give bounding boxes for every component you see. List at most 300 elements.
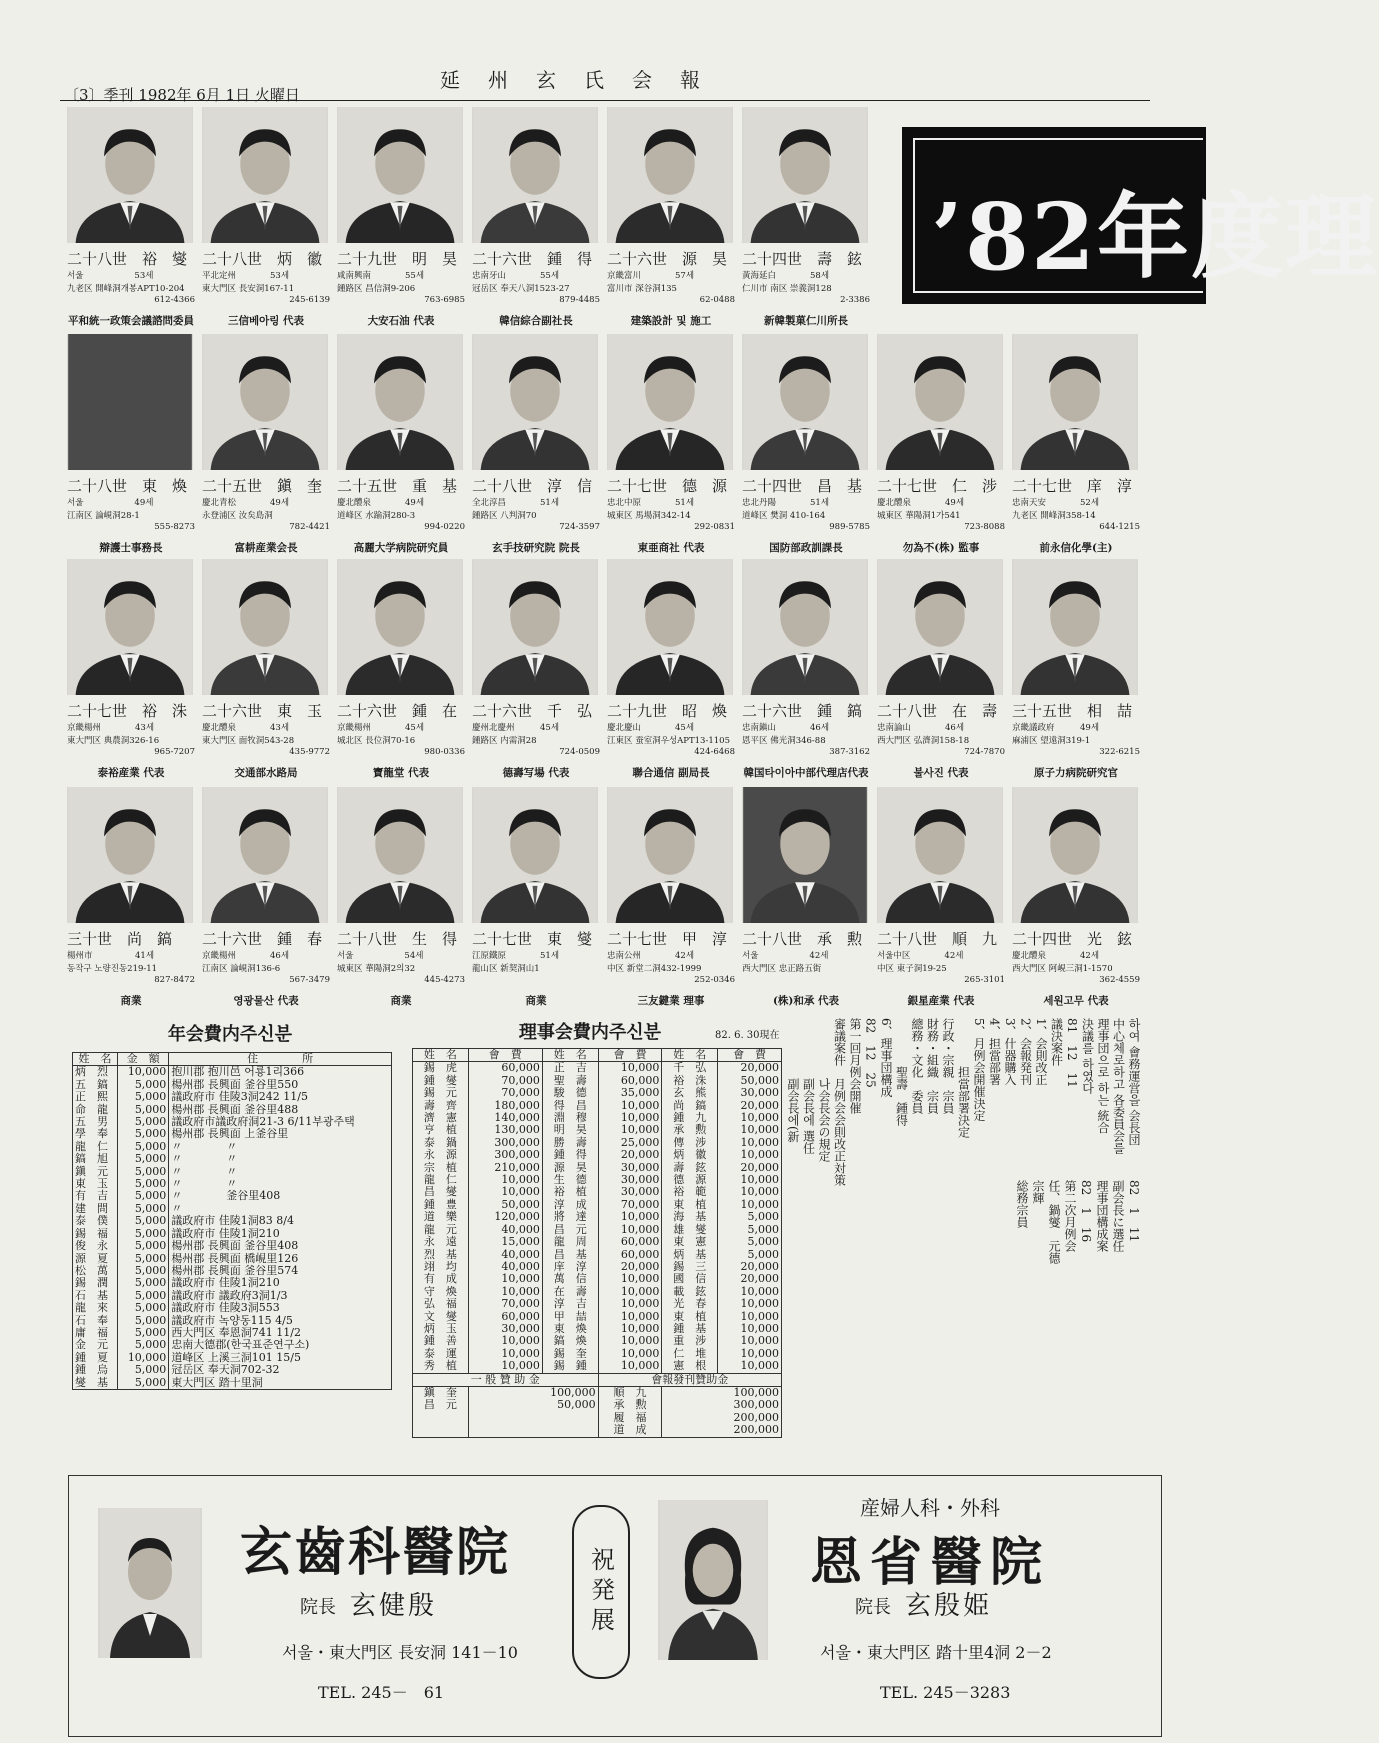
meeting-note-column: 82 1 16 (1079, 1180, 1093, 1243)
member-photo (202, 107, 328, 243)
meeting-note-column: 理事団으로 하는 統合 (1096, 1018, 1110, 1134)
member-name: 重 涉 (662, 1335, 718, 1347)
member-title: 平和統一政策会議諮問委員 (68, 315, 194, 327)
member-name: 鍾 九 (662, 1112, 718, 1124)
member-address: 城北区 長位洞70-16 (337, 736, 416, 746)
payer-amount: 5,000 (117, 1141, 168, 1153)
member-address: 中区 東子洞19-25 (877, 964, 947, 974)
member-card (604, 783, 737, 1011)
member-name: 秀 植 (413, 1360, 469, 1373)
member-name: 昌 元 (542, 1224, 598, 1236)
portrait-photo (98, 1508, 202, 1658)
payer-address: 〃 (169, 1203, 392, 1215)
member-photo (337, 787, 463, 923)
member-title: 玄手技研究院 院長 (492, 542, 580, 554)
member-name: 得 昌 (542, 1100, 598, 1112)
member-photo (67, 107, 193, 243)
fee-amount: 10,000 (468, 1273, 542, 1285)
payer-amount: 5,000 (117, 1240, 168, 1252)
member-card (64, 103, 197, 331)
member-origin: 京畿富川 57세 (607, 271, 695, 281)
fee-amount: 10,000 (468, 1186, 542, 1198)
member-origin: 忠南鎭山 46세 (742, 723, 830, 733)
payer-name: 鍾 烏 (73, 1364, 118, 1376)
fee-amount: 10,000 (598, 1335, 662, 1347)
portrait-icon (67, 107, 193, 243)
man-portrait-icon (98, 1508, 202, 1658)
member-name: 二十六世 源 昊 (607, 250, 728, 268)
member-card (199, 330, 332, 558)
member-name: 憲 根 (662, 1360, 718, 1373)
member-phone: 782-4421 (289, 522, 330, 532)
member-phone: 245-6139 (289, 295, 330, 305)
left-director-label: 院長 (300, 1597, 336, 1618)
meeting-note-column: 行政・宗親 宗員 (941, 1018, 955, 1114)
member-name: 東 憲 (662, 1236, 718, 1248)
col-name: 姓 名 (662, 1049, 718, 1062)
member-photo (607, 787, 733, 923)
member-name: 守 煥 (413, 1286, 469, 1298)
member-address: 永登浦区 汝矣島洞 (202, 511, 273, 521)
member-title: 銀星産業 代表 (907, 995, 975, 1007)
fee-amount: 300,000 (468, 1137, 542, 1149)
col-name: 姓 名 (413, 1049, 469, 1062)
member-phone: 555-8273 (154, 522, 195, 532)
member-card (739, 555, 872, 783)
member-phone: 387-3162 (829, 747, 870, 757)
member-card (739, 330, 872, 558)
table-row (73, 1091, 392, 1103)
member-name: 二十八世 在 壽 (877, 702, 998, 720)
fee-amount: 10,000 (598, 1311, 662, 1323)
member-address: 西大門区 忠正路五街 (742, 964, 822, 974)
member-title: 東亜商社 代表 (637, 542, 705, 554)
member-origin: 서울 54세 (337, 951, 424, 961)
fee-amount: 10,000 (598, 1348, 662, 1360)
member-phone: 265-3101 (964, 975, 1005, 985)
fee-amount: 10,000 (718, 1199, 782, 1211)
member-name: 千 弘 (662, 1062, 718, 1075)
table-row (413, 1087, 782, 1099)
member-name: 炳 玉 (413, 1323, 469, 1335)
congratulation-seal: 祝発展 (572, 1505, 630, 1679)
member-card (874, 330, 1007, 558)
fee-amount: 10,000 (718, 1137, 782, 1149)
right-tel: TEL. 245－3283 (880, 1683, 1011, 1702)
fee-amount: 60,000 (468, 1311, 542, 1323)
table-row (73, 1277, 392, 1289)
member-name: 二十九世 昭 煥 (607, 702, 728, 720)
blank-photo-icon (67, 334, 193, 470)
member-address: 西大門区 弘濟洞158-18 (877, 736, 970, 746)
fee-amount: 25,000 (598, 1137, 662, 1149)
fee-amount: 10,000 (598, 1062, 662, 1075)
member-name: 甲 喆 (542, 1311, 598, 1323)
table-row (413, 1149, 782, 1161)
fee-amount: 10,000 (598, 1360, 662, 1373)
fee-amount: 20,000 (718, 1100, 782, 1112)
member-address: 仁川市 南区 崇義洞128 (742, 284, 832, 294)
portrait-icon (1012, 559, 1138, 695)
payer-address: 〃 〃 (169, 1153, 392, 1165)
fee-amount: 5,000 (718, 1211, 782, 1223)
member-title: 富耕産業会長 (234, 542, 298, 554)
payer-amount: 5,000 (117, 1277, 168, 1289)
member-name: 淵 穆 (542, 1112, 598, 1124)
table-row (413, 1348, 782, 1360)
table-row (73, 1190, 392, 1202)
member-photo (877, 334, 1003, 470)
payer-amount: 5,000 (117, 1190, 168, 1202)
member-name: 二十六世 千 弘 (472, 702, 593, 720)
member-name: 鍾 豊 (413, 1199, 469, 1211)
payer-amount: 5,000 (117, 1302, 168, 1314)
payer-amount: 5,000 (117, 1153, 168, 1165)
table-row (413, 1174, 782, 1186)
fee-amount: 40,000 (468, 1249, 542, 1261)
table-row (413, 1286, 782, 1298)
table-row (413, 1112, 782, 1124)
fee-amount: 10,000 (468, 1174, 542, 1186)
member-name: 二十五世 鎭 奎 (202, 477, 323, 495)
payer-name: 庸 福 (73, 1327, 118, 1339)
portrait-icon (877, 559, 1003, 695)
member-origin: 江原鐵原 51세 (472, 951, 560, 961)
support-left-title: 一 般 贊 助 金 (413, 1373, 599, 1386)
member-name: 昌 燮 (413, 1186, 469, 1198)
fee-amount: 10,000 (718, 1335, 782, 1347)
member-phone: 612-4366 (154, 295, 195, 305)
member-name: 裕 範 (662, 1186, 718, 1198)
fee-amount: 10,000 (718, 1311, 782, 1323)
fee-amount: 10,000 (598, 1323, 662, 1335)
fee-amount: 60,000 (598, 1075, 662, 1087)
member-address: 麻浦区 望遠洞319-1 (1012, 736, 1091, 746)
member-card (64, 330, 197, 558)
table-row (73, 1364, 392, 1376)
member-phone: 644-1215 (1099, 522, 1140, 532)
left-clinic-name: 玄齒科醫院 (240, 1522, 511, 1583)
portrait-icon (202, 559, 328, 695)
member-photo (607, 107, 733, 243)
fee-amount: 60,000 (598, 1249, 662, 1261)
member-title: 영광물산 代表 (233, 995, 299, 1007)
fee-amount: 5,000 (718, 1236, 782, 1248)
member-name: 二十六世 鍾 鎬 (742, 702, 863, 720)
payer-name: 命 龍 (73, 1104, 118, 1116)
member-phone: 322-6215 (1099, 747, 1140, 757)
portrait-icon (1012, 334, 1138, 470)
member-title: 寶龍堂 代表 (372, 767, 430, 779)
member-name: 鍾 燮 (413, 1075, 469, 1087)
member-address: 道峰区 水踰洞280-3 (337, 511, 416, 521)
payer-name: 石 基 (73, 1290, 118, 1302)
meeting-note-column: 任、鍋燮 元德 (1047, 1180, 1061, 1264)
member-origin: 忠南公州 42세 (607, 951, 695, 961)
payer-address: 〃 〃 (169, 1178, 392, 1190)
member-name: 錫 奎 (542, 1348, 598, 1360)
support-row (413, 1412, 782, 1424)
member-name: 聖 壽 (542, 1075, 598, 1087)
payer-name: 金 元 (73, 1339, 118, 1351)
payer-amount: 5,000 (117, 1128, 168, 1140)
payer-amount: 5,000 (117, 1079, 168, 1091)
member-photo (742, 107, 868, 243)
member-name: 勝 壽 (542, 1137, 598, 1149)
member-photo (742, 334, 868, 470)
fee-amount: 20,000 (718, 1162, 782, 1174)
member-photo (337, 334, 463, 470)
member-title: 商業 (390, 995, 412, 1007)
member-photo (202, 559, 328, 695)
portrait-icon (472, 334, 598, 470)
portrait-icon (607, 107, 733, 243)
member-phone: 827-8472 (154, 975, 195, 985)
table-row (413, 1100, 782, 1112)
payer-name: 建 問 (73, 1203, 118, 1215)
sponsor-amount: 200,000 (662, 1412, 782, 1424)
member-name: 錫 三 (662, 1261, 718, 1273)
member-name: 亨 植 (413, 1124, 469, 1136)
member-photo (202, 787, 328, 923)
member-address: 恩平区 佛光洞346-88 (742, 736, 826, 746)
table-row (413, 1249, 782, 1261)
member-title: 불사진 代表 (913, 767, 969, 779)
table-row (413, 1124, 782, 1136)
member-origin: 京畿楊州 46세 (202, 951, 290, 961)
table-row (73, 1302, 392, 1314)
member-name: 三十五世 相 喆 (1012, 702, 1133, 720)
member-phone: 362-4559 (1099, 975, 1140, 985)
member-card (334, 783, 467, 1011)
fee-amount: 15,000 (468, 1236, 542, 1248)
portrait-icon (337, 787, 463, 923)
member-name: 二十六世 東 玉 (202, 702, 323, 720)
member-name: 傳 涉 (662, 1137, 718, 1149)
payer-address: 議政府市 佳陵3洞553 (169, 1302, 392, 1314)
member-card (199, 103, 332, 331)
annual-fee-table (72, 1052, 392, 1390)
payer-name: 石 奉 (73, 1315, 118, 1327)
member-photo (607, 559, 733, 695)
member-title: 辯護士事務長 (99, 542, 163, 554)
table-row (413, 1211, 782, 1223)
member-name: 壽 鉉 (662, 1162, 718, 1174)
member-card (739, 783, 872, 1011)
member-origin: 京畿議政府 49세 (1012, 723, 1100, 733)
sponsor-name (413, 1424, 469, 1437)
fee-amount: 10,000 (718, 1174, 782, 1186)
member-name: 二十七世 甲 淳 (607, 930, 728, 948)
sponsor-name: 履 福 (598, 1412, 662, 1424)
right-address: 서울・東大門区 踏十里4洞 2－2 (820, 1643, 1052, 1662)
fee-amount: 30,000 (598, 1174, 662, 1186)
member-photo (877, 787, 1003, 923)
fee-amount: 50,000 (468, 1199, 542, 1211)
portrait-photo (658, 1500, 768, 1660)
member-phone: 435-9772 (289, 747, 330, 757)
member-name: 仁 堆 (662, 1348, 718, 1360)
member-address: 西大門区 阿峴三洞1-1570 (1012, 964, 1113, 974)
member-origin: 서울 53세 (67, 271, 154, 281)
member-photo (1012, 559, 1138, 695)
member-name: 承 勲 (662, 1124, 718, 1136)
payer-address: 楊州郡 長興面 釜谷里574 (169, 1265, 392, 1277)
payer-name: 龍 仁 (73, 1141, 118, 1153)
member-card (1009, 555, 1142, 783)
fee-amount: 10,000 (598, 1211, 662, 1223)
fee-amount: 10,000 (598, 1286, 662, 1298)
member-photo (472, 559, 598, 695)
member-title: 商業 (120, 995, 142, 1007)
member-name: 二十七世 德 源 (607, 477, 728, 495)
member-origin: 京畿楊州 43세 (67, 723, 155, 733)
portrait-icon (607, 559, 733, 695)
member-name: 錫 鍾 (542, 1360, 598, 1373)
member-card (64, 783, 197, 1011)
member-origin: 慶州北慶州 45세 (472, 723, 560, 733)
fee-amount: 10,000 (598, 1112, 662, 1124)
payer-address: 冠岳区 奉天洞702-32 (169, 1364, 392, 1376)
member-photo (337, 559, 463, 695)
table-row (73, 1377, 392, 1390)
payer-amount: 5,000 (117, 1091, 168, 1103)
portrait-icon (742, 787, 868, 923)
fee-amount: 10,000 (468, 1335, 542, 1347)
fee-amount: 30,000 (718, 1087, 782, 1099)
member-name: 道 樂 (413, 1211, 469, 1223)
fee-amount: 20,000 (718, 1261, 782, 1273)
member-address: 道峰区 樊洞 410-164 (742, 511, 826, 521)
member-name: 濟 憲 (413, 1112, 469, 1124)
col-name: 姓 名 (542, 1049, 598, 1062)
portrait-icon (607, 334, 733, 470)
member-address: 鍾路区 内需洞28 (472, 736, 537, 746)
member-card (739, 103, 872, 331)
member-phone: 424-6468 (694, 747, 735, 757)
board-fee-title: 理事会費内주신분 (518, 1022, 662, 1043)
fee-amount: 130,000 (468, 1124, 542, 1136)
portrait-icon (742, 334, 868, 470)
member-title: 三信베아링 代表 (227, 315, 305, 327)
member-photo (1012, 787, 1138, 923)
portrait-icon (337, 559, 463, 695)
meeting-note-column: 財務・組織 宗員 (925, 1018, 940, 1114)
meeting-note-column: 総務宗員 (1015, 1180, 1029, 1228)
portrait-icon (202, 787, 328, 923)
member-name: 東 植 (662, 1311, 718, 1323)
member-title: 德壽写場 代表 (502, 767, 570, 779)
member-origin: 慶北醴泉 49세 (337, 498, 425, 508)
issue-date: 〔3〕季刊 1982年 6月 1日 火曜日 (64, 86, 300, 104)
payer-name: 燮 基 (73, 1377, 118, 1390)
member-name: 二十七世 仁 涉 (877, 477, 998, 495)
col-fee: 會 費 (468, 1049, 542, 1062)
member-card (199, 555, 332, 783)
member-origin: 忠北丹陽 51세 (742, 498, 830, 508)
payer-name: 五 鎬 (73, 1079, 118, 1091)
fee-amount: 5,000 (718, 1249, 782, 1261)
member-address: 東大門区 典農洞326-16 (67, 736, 160, 746)
member-name: 雄 燮 (662, 1224, 718, 1236)
member-name: 永 遠 (413, 1236, 469, 1248)
member-card (1009, 330, 1142, 558)
payer-name: 龍 來 (73, 1302, 118, 1314)
member-name: 三十世 尚 鎬 (67, 930, 173, 948)
member-name: 宗 植 (413, 1162, 469, 1174)
member-address: 江南区 論峴洞136-6 (202, 964, 281, 974)
member-name: 德 源 (662, 1174, 718, 1186)
table-row (413, 1236, 782, 1248)
member-name: 弘 福 (413, 1298, 469, 1310)
payer-name: 炳 烈 (73, 1066, 118, 1079)
portrait-icon (472, 787, 598, 923)
member-origin: 全北淳昌 51세 (472, 498, 560, 508)
member-title: 泰裕産業 代表 (97, 767, 165, 779)
member-name: 鍾 善 (413, 1335, 469, 1347)
member-photo (742, 787, 868, 923)
member-photo (472, 107, 598, 243)
sponsor-name: 鎭 奎 (413, 1386, 469, 1399)
fee-amount: 10,000 (468, 1348, 542, 1360)
col-name: 姓 名 (73, 1053, 118, 1066)
payer-name: 鎬 旭 (73, 1153, 118, 1165)
member-name: 二十七世 裕 洙 (67, 702, 188, 720)
member-phone: 724-0509 (559, 747, 600, 757)
table-row (413, 1062, 782, 1075)
member-photo (67, 559, 193, 695)
member-address: 江東区 蚕室洞우성APT13-1105 (607, 736, 730, 746)
payer-address: 〃 釜谷里408 (169, 1190, 392, 1202)
meeting-note-column: 81 12 11 (1065, 1018, 1079, 1088)
table-row (413, 1224, 782, 1236)
member-title: 原子力病院研究官 (1034, 767, 1118, 779)
sponsor-amount: 50,000 (468, 1399, 598, 1411)
member-card (604, 555, 737, 783)
member-origin: 慶北醴泉 43세 (202, 723, 290, 733)
member-name: 裕 洙 (662, 1075, 718, 1087)
meeting-note-column: 第二次月例会 (1063, 1180, 1077, 1252)
table-row (73, 1153, 392, 1165)
member-title: 韓国타이아中部代理店代表 (743, 767, 869, 779)
fee-amount: 70,000 (468, 1075, 542, 1087)
table-row (73, 1339, 392, 1351)
portrait-icon (67, 787, 193, 923)
member-photo (877, 559, 1003, 695)
left-director: 玄健殷 (350, 1591, 438, 1621)
member-name: 二十七世 庠 淳 (1012, 477, 1133, 495)
meeting-note-column: 議決案件 (1049, 1018, 1064, 1066)
member-address: 富川市 深谷洞135 (607, 284, 677, 294)
payer-name: 泰 僕 (73, 1215, 118, 1227)
member-title: 勿為不(株) 監事 (902, 542, 980, 554)
payer-amount: 10,000 (117, 1352, 168, 1364)
sponsor-name (413, 1412, 469, 1424)
fee-amount: 10,000 (718, 1348, 782, 1360)
meeting-note-column: 聖壽 鍾得 (894, 1018, 909, 1126)
payer-address: 楊州郡 長興面 釜谷里488 (169, 1104, 392, 1116)
table-row (413, 1186, 782, 1198)
member-name: 二十八世 順 九 (877, 930, 998, 948)
payer-amount: 5,000 (117, 1166, 168, 1178)
member-name: 海 基 (662, 1211, 718, 1223)
member-address: 龍山区 新契洞山1 (472, 964, 540, 974)
fee-amount: 40,000 (468, 1224, 542, 1236)
member-card (874, 555, 1007, 783)
support-right-title: 會報發刊贊助金 (598, 1373, 781, 1386)
fee-amount: 120,000 (468, 1211, 542, 1223)
portrait-icon (202, 334, 328, 470)
